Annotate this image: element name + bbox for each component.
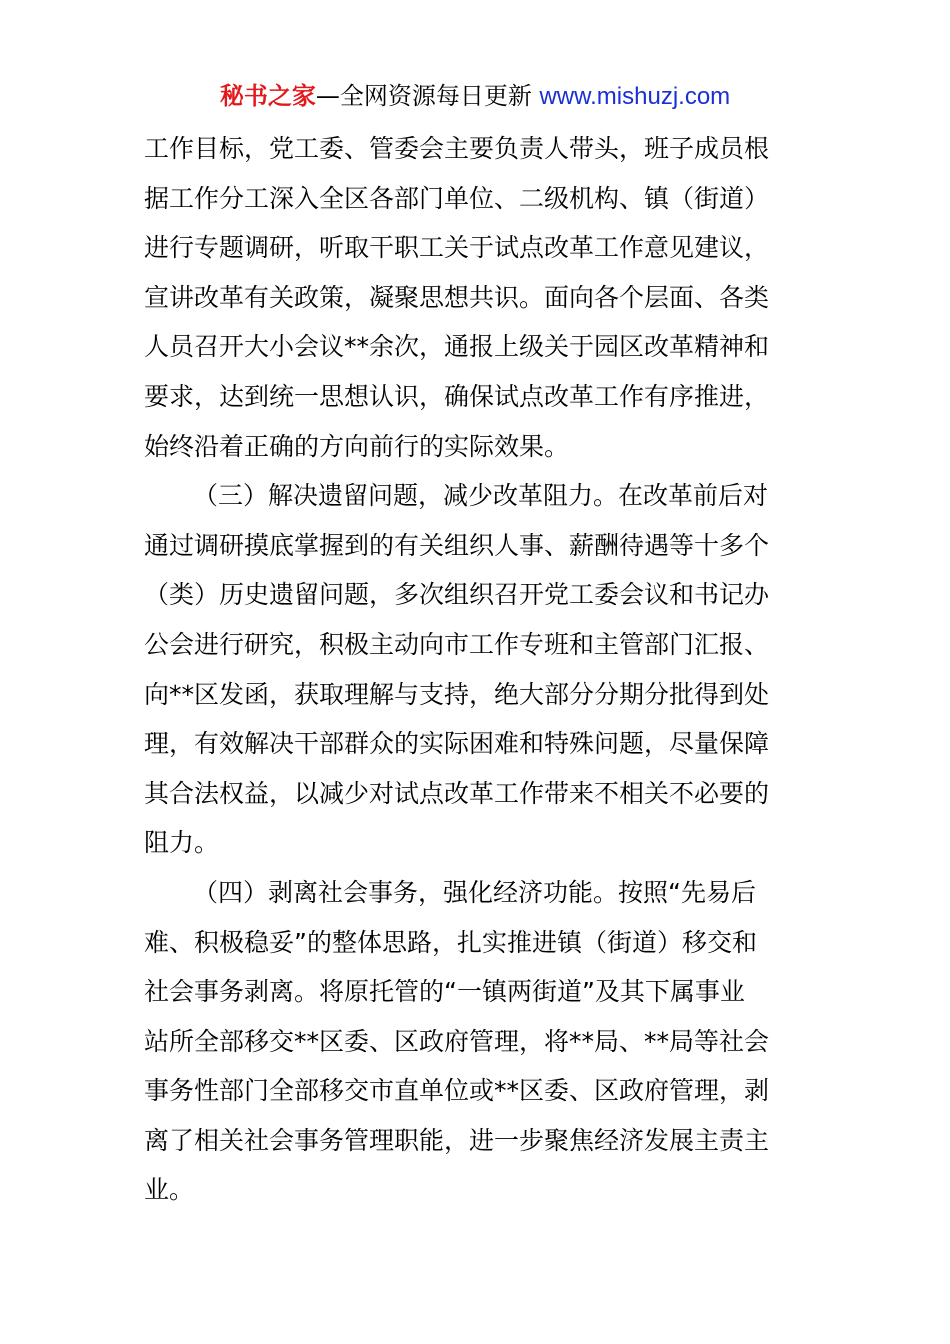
text-line: 工作目标，党工委、管委会主要负责人带头，班子成员根 — [144, 134, 770, 163]
text-line: 离了相关社会事务管理职能，进一步聚焦经济发展主责主 — [144, 1125, 770, 1155]
text-line: 人员召开大小会议**余次，通报上级关于园区改革精神和 — [144, 332, 770, 362]
section-heading-line: （四）剥离社会事务，强化经济功能。按照“先易后 — [193, 877, 756, 907]
text-line: 站所全部移交**区委、区政府管理，将**局、**局等社会 — [144, 1026, 770, 1056]
text-line: 社会事务剥离。将原托管的“一镇两街道”及其下属事业 — [144, 977, 745, 1007]
text-line: 事务性部门全部移交市直单位或**区委、区政府管理，剥 — [144, 1076, 770, 1106]
text-line: （类）历史遗留问题，多次组织召开党工委会议和书记办 — [144, 580, 770, 610]
text-line: 进行专题调研，听取干职工关于试点改革工作意见建议， — [144, 233, 770, 263]
text-line: 其合法权益，以减少对试点改革工作带来不相关不必要的 — [144, 778, 770, 808]
text-line: 业。 — [144, 1175, 195, 1205]
site-url-link[interactable]: www.mishuzj.com — [539, 83, 731, 110]
text-line: 始终沿着正确的方向前行的实际效果。 — [144, 431, 570, 461]
site-brand: 秘书之家 — [219, 82, 316, 110]
text-line: 难、积极稳妥”的整体思路，扎实推进镇（街道）移交和 — [144, 927, 757, 957]
text-line: 公会进行研究，积极主动向市工作专班和主管部门汇报、 — [144, 629, 770, 659]
text-line: 宣讲改革有关政策，凝聚思想共识。面向各个层面、各类 — [144, 282, 770, 312]
text-line: 理，有效解决干部群众的实际困难和特殊问题，尽量保障 — [144, 729, 770, 759]
section-heading-line: （三）解决遗留问题，减少改革阻力。在改革前后对 — [193, 481, 769, 511]
text-line: 据工作分工深入全区各部门单位、二级机构、镇（街道） — [144, 183, 770, 213]
site-banner — [0, 80, 950, 113]
site-tagline: —全网资源每日更新 — [315, 82, 532, 110]
text-line: 阻力。 — [144, 828, 220, 858]
text-line: 向**区发函，获取理解与支持，绝大部分分期分批得到处 — [144, 679, 770, 709]
document-body — [144, 124, 806, 1215]
text-line: 通过调研摸底掌握到的有关组织人事、薪酬待遇等十多个 — [144, 530, 770, 560]
text-line: 要求，达到统一思想认识，确保试点改革工作有序推进， — [144, 381, 770, 411]
